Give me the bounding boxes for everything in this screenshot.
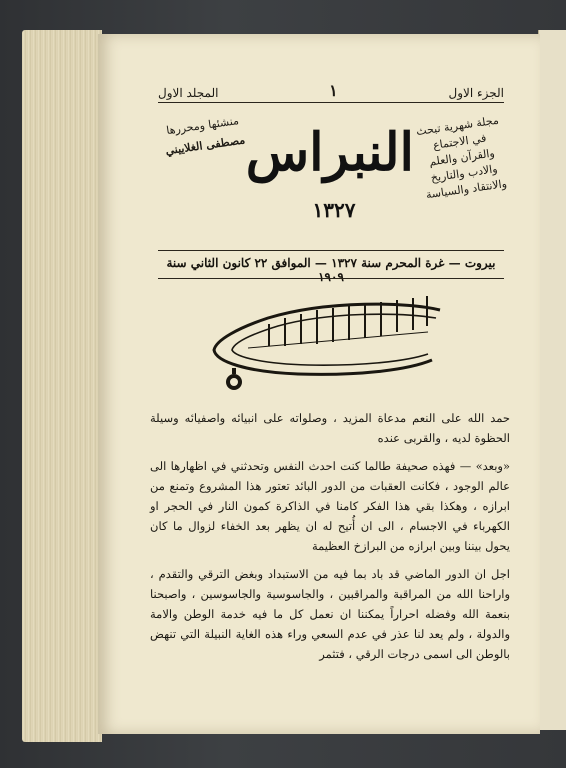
header-part: الجزء الاول <box>448 86 504 100</box>
editor-block <box>156 112 252 160</box>
paragraph: «وبعد» — فهذه صحيفة طالما كنت احدث النفس وتحدثني في اظهارها الى عالم الوجود ، فكانت العقبات من الدور البائد تعتور هذا المشروع وتمنع من ابرازه ، وهكذا بقي هذا الفكر كامنا في الذاكرة كمون النار في الحجر او الكهرباء في الاجسام ، الى ان أُتيح له ان يظهر بعد الخفاء لزوال ما كان يحول بيننا وبين ابرازه من البرازخ العظيمة <box>150 459 510 553</box>
article-body <box>150 408 510 708</box>
calligraphy-ornament-icon <box>208 288 448 398</box>
paragraph: حمد الله على النعم مدعاة المزيد ، وصلواته على انبيائه واصفيائه وسيلة الحظوة لديه ، والقربى عنده <box>150 411 510 445</box>
book-page <box>98 34 540 734</box>
dateline: بيروت — غرة المحرم سنة ١٣٢٧ — الموافق ٢٢ كانون الثاني سنة ١٩٠٩ <box>166 256 496 284</box>
header-rule <box>158 102 504 103</box>
editor-name: مصطفى الغلاييني <box>164 133 246 158</box>
facing-page-edge <box>538 30 566 730</box>
dateline-top-rule <box>158 250 504 251</box>
journal-description: مجلة شهرية تبحث في الاجتماع والقرآن والعلم والادب والتاريخ والانتقاد والسياسة <box>415 113 508 202</box>
book-page-stack-edge <box>22 30 102 742</box>
founders-line: منشئها ومحررها <box>165 114 240 138</box>
page-number: ١ <box>329 81 338 100</box>
dateline-bottom-rule <box>158 278 504 279</box>
running-header <box>158 80 504 100</box>
journal-year: ١٣٢٧ <box>312 198 356 222</box>
paragraph: اجل ان الدور الماضي قد باد بما فيه من الاستبداد وبغض الترقي والتقدم ، واراحنا الله من المراقبة والمراقبين ، والجاسوسية والجاسوسين ، واصبحنا بنعمة الله وفضله احراراً يمكننا ان نعمل كل ما فيه خدمة الوطن والامة والدولة ، ولم يعد لنا عذر في عدم السعي وراء هذه الغاية النبيلة التي تنهض بالوطن الى اسمى درجات الرقي ، فتثمر <box>150 567 510 661</box>
journal-title: النبراس <box>245 122 414 183</box>
header-volume: المجلد الاول <box>158 86 219 100</box>
masthead <box>158 112 508 242</box>
